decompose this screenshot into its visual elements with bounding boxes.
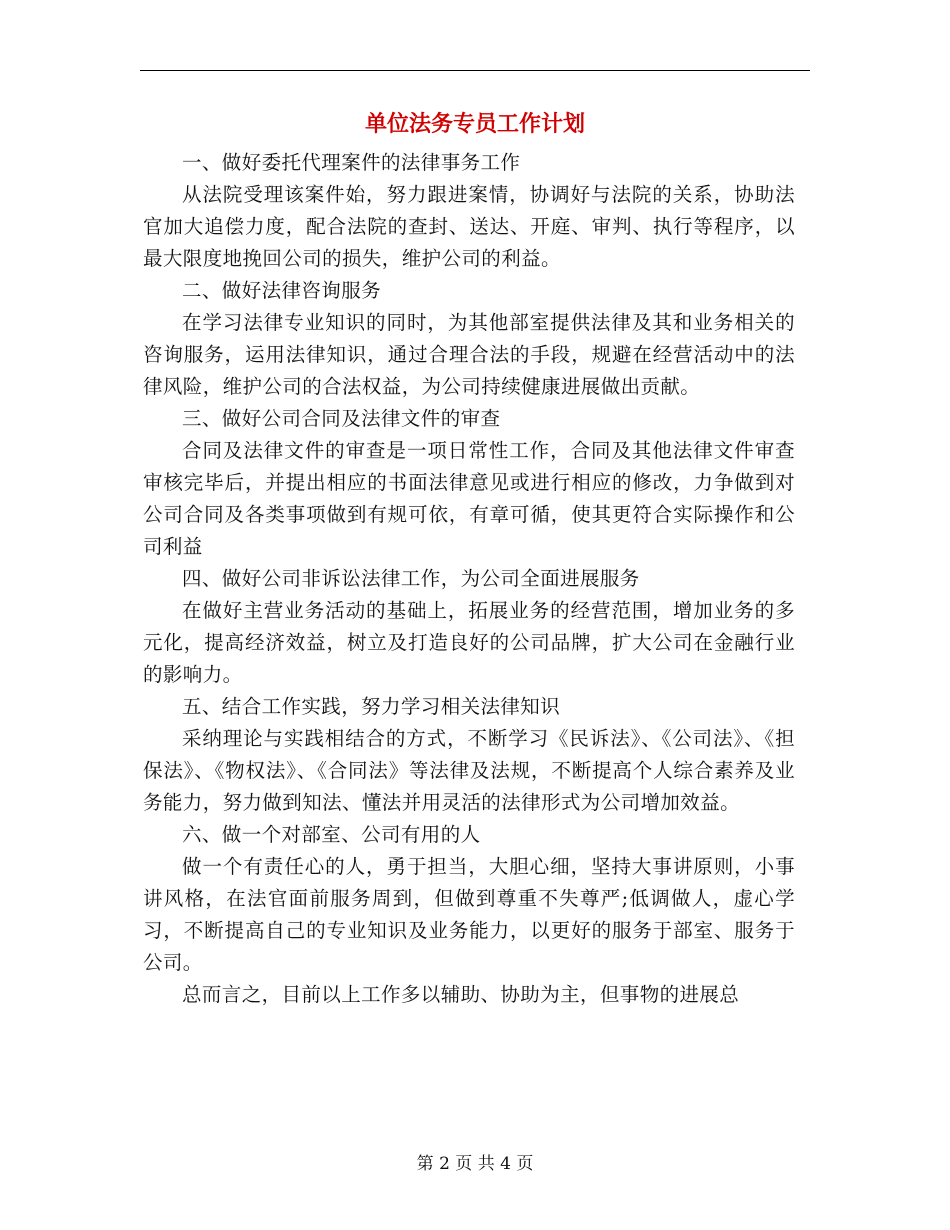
- section-heading-4: 四、做好公司非诉讼法律工作，为公司全面进展服务: [182, 567, 640, 590]
- page-number-footer: 第 2 页 共 4 页: [416, 1154, 534, 1174]
- paragraph-5: 采纳理论与实践相结合的方式，不断学习《民诉法》、《公司法》、《担保法》、《物权法》、《合同法》等法律及法规，不断提高个人综合素养及业务能力，努力做到知法、懂法并用灵活的法律形式为公司增加效益。: [143, 727, 795, 814]
- document-body: [143, 147, 795, 1011]
- section-heading-3: 三、做好公司合同及法律文件的审查: [182, 407, 501, 430]
- section-heading-1: 一、做好委托代理案件的法律事务工作: [182, 151, 521, 174]
- paragraph-2: 在学习法律专业知识的同时，为其他部室提供法律及其和业务相关的咨询服务，运用法律知识，通过合理合法的手段，规避在经营活动中的法律风险，维护公司的合法权益，为公司持续健康进展做出贡献。: [143, 311, 795, 398]
- paragraph-summary: 总而言之，目前以上工作多以辅助、协助为主，但事物的进展总: [182, 983, 740, 1006]
- header-rule: [140, 70, 810, 71]
- paragraph-6: 做一个有责任心的人，勇于担当，大胆心细，坚持大事讲原则，小事讲风格，在法官面前服务周到，但做到尊重不失尊严;低调做人，虚心学习，不断提高自己的专业知识及业务能力，以更好的服务于部室、服务于公司。: [143, 855, 795, 974]
- paragraph-1: 从法院受理该案件始，努力跟进案情，协调好与法院的关系，协助法官加大追偿力度，配合法院的查封、送达、开庭、审判、执行等程序，以最大限度地挽回公司的损失，维护公司的利益。: [143, 183, 795, 270]
- paragraph-4: 在做好主营业务活动的基础上，拓展业务的经营范围，增加业务的多元化，提高经济效益，树立及打造良好的公司品牌，扩大公司在金融行业的影响力。: [143, 599, 795, 686]
- section-heading-2: 二、做好法律咨询服务: [182, 279, 382, 302]
- section-heading-5: 五、结合工作实践，努力学习相关法律知识: [182, 695, 561, 718]
- section-heading-6: 六、做一个对部室、公司有用的人: [182, 823, 481, 846]
- paragraph-3: 合同及法律文件的审查是一项日常性工作，合同及其他法律文件审查审核完毕后，并提出相应的书面法律意见或进行相应的修改，力争做到对公司合同及各类事项做到有规可依，有章可循，使其更符合实际操作和公司利益: [143, 439, 795, 558]
- document-title: 单位法务专员工作计划: [364, 111, 585, 137]
